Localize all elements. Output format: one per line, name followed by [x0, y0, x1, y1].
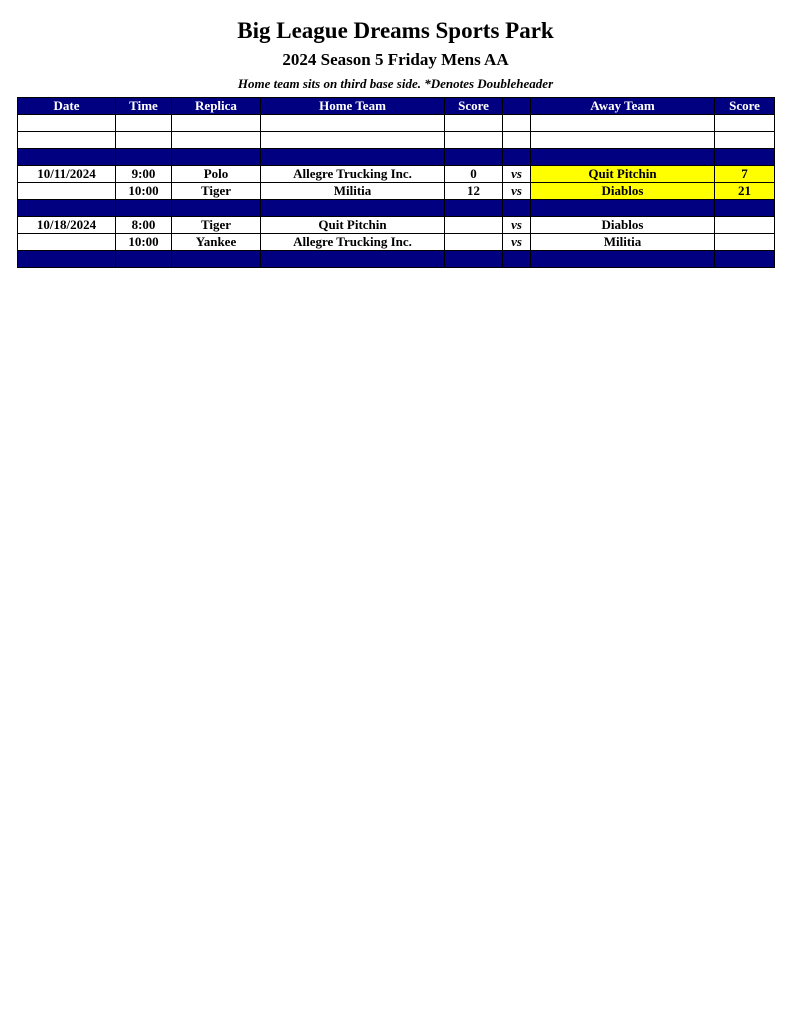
schedule-note: Home team sits on third base side. *Denotes Doubleheader — [237, 76, 554, 91]
park-title: Big League Dreams Sports Park — [237, 18, 554, 43]
separator-row — [18, 251, 775, 268]
game-row — [18, 217, 775, 234]
col-away-score: Score — [715, 98, 775, 115]
col-replica: Replica — [172, 98, 261, 115]
game-row — [18, 234, 775, 251]
away-team: Diablos — [531, 183, 715, 200]
game-time: 8:00 — [116, 217, 172, 234]
home-team: Quit Pitchin — [261, 217, 445, 234]
game-time: 10:00 — [116, 234, 172, 251]
vs-label: vs — [503, 183, 531, 200]
col-away-team: Away Team — [531, 98, 715, 115]
game-replica: Tiger — [172, 183, 261, 200]
vs-label: vs — [503, 234, 531, 251]
home-team: Militia — [261, 183, 445, 200]
game-date — [18, 234, 116, 251]
away-team: Diablos — [531, 217, 715, 234]
away-team: Militia — [531, 234, 715, 251]
game-date: 10/18/2024 — [18, 217, 116, 234]
away-score: 21 — [715, 183, 775, 200]
header-row — [18, 98, 775, 115]
home-score — [445, 217, 503, 234]
home-team: Allegre Trucking Inc. — [261, 166, 445, 183]
vs-label: vs — [503, 166, 531, 183]
col-vs — [503, 98, 531, 115]
col-time: Time — [116, 98, 172, 115]
away-score: 7 — [715, 166, 775, 183]
empty-row — [18, 132, 775, 149]
separator-row — [18, 149, 775, 166]
home-score — [445, 234, 503, 251]
separator-row — [18, 200, 775, 217]
game-replica: Yankee — [172, 234, 261, 251]
away-score — [715, 234, 775, 251]
game-date — [18, 183, 116, 200]
vs-label: vs — [503, 217, 531, 234]
home-team: Allegre Trucking Inc. — [261, 234, 445, 251]
home-score: 12 — [445, 183, 503, 200]
col-home-team: Home Team — [261, 98, 445, 115]
col-date: Date — [18, 98, 116, 115]
game-time: 10:00 — [116, 183, 172, 200]
game-date: 10/11/2024 — [18, 166, 116, 183]
game-replica: Tiger — [172, 217, 261, 234]
game-row — [18, 166, 775, 183]
game-replica: Polo — [172, 166, 261, 183]
home-score: 0 — [445, 166, 503, 183]
empty-row — [18, 115, 775, 132]
away-score — [715, 217, 775, 234]
league-title: 2024 Season 5 Friday Mens AA — [282, 50, 509, 69]
col-home-score: Score — [445, 98, 503, 115]
away-team: Quit Pitchin — [531, 166, 715, 183]
game-row — [18, 183, 775, 200]
game-time: 9:00 — [116, 166, 172, 183]
schedule-table — [17, 97, 775, 268]
